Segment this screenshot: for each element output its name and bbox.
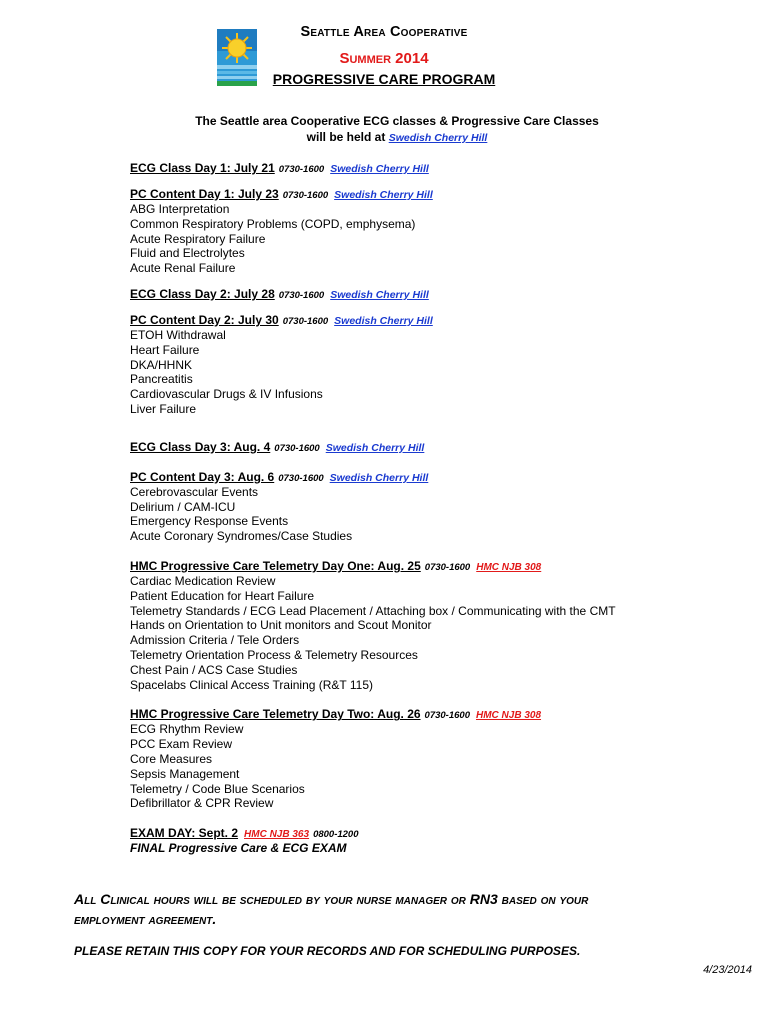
list-item: Acute Renal Failure — [130, 261, 236, 276]
section-label: PC Content Day 3: Aug. 6 — [130, 469, 275, 484]
section-label: PC Content Day 1: July 23 — [130, 187, 279, 201]
exam-heading — [130, 825, 750, 841]
list-item: Patient Education for Heart Failure — [130, 588, 315, 603]
section-time: 0730-1600 — [278, 164, 325, 175]
section-heading — [130, 286, 750, 302]
section-label: ECG Class Day 2: July 28 — [130, 286, 275, 301]
exam-location-link[interactable]: HMC NJB 363 — [244, 829, 310, 841]
schedule-section — [130, 706, 750, 811]
section-label: HMC Progressive Care Telemetry Day One: Aug. 25 — [130, 558, 421, 573]
list-item: Core Measures — [130, 751, 213, 766]
list-item: Common Respiratory Problems (COPD, emphysema) — [130, 216, 416, 231]
list-item: Hands on Orientation to Unit monitors and Scout Monitor — [130, 618, 432, 633]
schedule-section — [130, 312, 750, 417]
list-item: ABG Interpretation — [130, 202, 230, 216]
list-item: Emergency Response Events — [130, 514, 289, 529]
section-time: 0730-1600 — [274, 442, 320, 454]
intro-line-1: The Seattle area Cooperative ECG classes & Progressive Care Classes — [195, 114, 599, 128]
program-title: PROGRESSIVE CARE PROGRAM — [272, 71, 496, 87]
list-item: Fluid and Electrolytes — [130, 246, 245, 261]
schedule-section — [130, 286, 750, 302]
list-item: Spacelabs Clinical Access Training (R&T 115) — [130, 677, 373, 692]
list-item: Cardiac Medication Review — [130, 573, 276, 588]
section-location-link[interactable]: Swedish Cherry Hill — [325, 441, 425, 454]
section-time: 0730-1600 — [282, 315, 329, 327]
section-heading — [130, 160, 750, 176]
list-item: Delirium / CAM-ICU — [130, 499, 236, 514]
section-heading — [130, 312, 750, 328]
season-title: Summer 2014 — [339, 50, 429, 67]
section-heading — [130, 186, 750, 202]
section-heading — [130, 706, 750, 722]
schedule-section — [130, 160, 750, 176]
exam-title: FINAL Progressive Care & ECG EXAM — [130, 841, 347, 856]
section-time: 0730-1600 — [278, 289, 325, 301]
list-item: Pancreatitis — [130, 372, 193, 387]
section-heading — [130, 439, 750, 455]
clinical-hours-line-2: employment agreement. — [74, 911, 217, 927]
section-heading — [130, 558, 750, 574]
list-item: Telemetry Orientation Process & Telemetry Resources — [130, 647, 418, 662]
list-item: Cardiovascular Drugs & IV Infusions — [130, 387, 323, 402]
list-item: Defibrillator & CPR Review — [130, 796, 274, 811]
section-location-link[interactable]: Swedish Cherry Hill — [329, 471, 429, 484]
section-time: 0730-1600 — [282, 190, 329, 201]
section-location-link[interactable]: Swedish Cherry Hill — [330, 288, 429, 301]
section-time: 0730-1600 — [278, 472, 324, 484]
list-item: Acute Respiratory Failure — [130, 231, 266, 246]
list-item: Telemetry / Code Blue Scenarios — [130, 781, 305, 796]
intro-prefix: will be held at — [306, 130, 386, 144]
list-item: DKA/HHNK — [130, 357, 193, 372]
list-item: ETOH Withdrawal — [130, 327, 226, 342]
clinical-hours-line-1: All Clinical hours will be scheduled by your nurse manager or RN3 based on your — [74, 891, 589, 907]
exam-section — [130, 825, 750, 856]
list-item: Liver Failure — [130, 401, 197, 416]
list-item: Admission Criteria / Tele Orders — [130, 633, 300, 648]
org-title: Seattle Area Cooperative — [300, 24, 468, 40]
document-date: 4/23/2014 — [703, 964, 752, 976]
list-item: Heart Failure — [130, 342, 200, 357]
schedule-section — [130, 439, 750, 455]
list-item: Acute Coronary Syndromes/Case Studies — [130, 529, 353, 544]
section-location-link[interactable]: Swedish Cherry Hill — [334, 189, 433, 201]
list-item: Chest Pain / ACS Case Studies — [130, 662, 298, 677]
list-item: PCC Exam Review — [130, 737, 233, 752]
section-location-link[interactable]: HMC NJB 308 — [475, 710, 542, 722]
intro-location-link[interactable]: Swedish Cherry Hill — [388, 132, 488, 144]
intro-line-2 — [0, 130, 768, 144]
section-time: 0730-1600 — [424, 710, 470, 722]
list-item: Telemetry Standards / ECG Lead Placement / Attaching box / Communicating with the CMT — [130, 603, 616, 618]
schedule-section — [130, 558, 750, 692]
section-label: HMC Progressive Care Telemetry Day Two: Aug. 26 — [130, 707, 421, 722]
exam-time: 0800-1200 — [313, 829, 359, 841]
exam-label: EXAM DAY: Sept. 2 — [130, 826, 239, 841]
section-location-link[interactable]: Swedish Cherry Hill — [334, 314, 433, 327]
retain-copy-notice: PLEASE RETAIN THIS COPY FOR YOUR RECORDS AND FOR SCHEDULING PURPOSES. — [74, 944, 581, 958]
section-location-link[interactable]: Swedish Cherry Hill — [330, 163, 429, 175]
list-item: ECG Rhythm Review — [130, 722, 244, 737]
section-label: ECG Class Day 1: July 21 — [130, 161, 275, 175]
section-time: 0730-1600 — [424, 561, 471, 573]
schedule — [130, 160, 750, 856]
section-heading — [130, 469, 750, 485]
list-item: Sepsis Management — [130, 766, 240, 781]
schedule-section — [130, 186, 750, 276]
section-label: ECG Class Day 3: Aug. 4 — [130, 439, 271, 454]
section-label: PC Content Day 2: July 30 — [130, 312, 279, 327]
clinical-hours-notice — [74, 890, 714, 930]
list-item: Cerebrovascular Events — [130, 484, 259, 499]
section-location-link[interactable]: HMC NJB 308 — [476, 561, 542, 573]
schedule-section — [130, 469, 750, 544]
